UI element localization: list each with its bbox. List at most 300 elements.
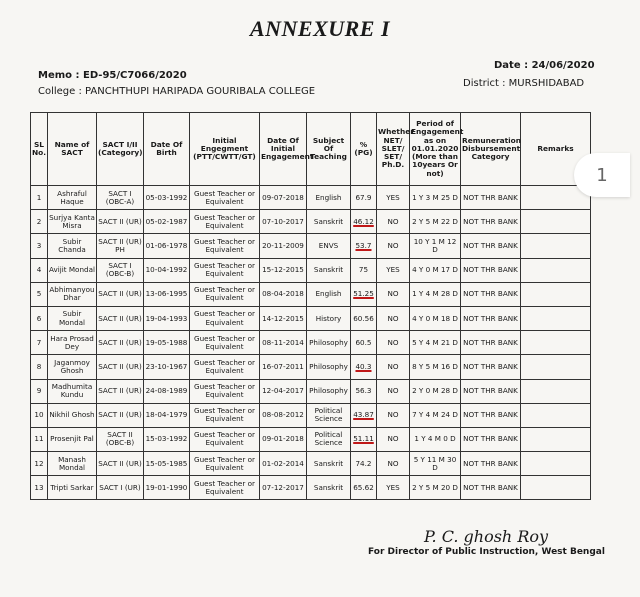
cell-name-text: Madhumita Kundu [51,382,93,400]
cell-pg-percent-text: 53.7 [355,240,372,250]
cell-net-status-text: NO [387,337,399,347]
cell-engagement-text: Guest Teacher or Equivalent [194,188,255,206]
cell-date-engagement-text: 08-11-2014 [262,337,304,347]
cell-name-text: Subir Chanda [58,236,86,254]
cell-remarks [521,403,591,427]
cell-remarks [521,476,591,500]
cell-dob [144,258,190,282]
cell-subject [307,258,351,282]
cell-pg-percent-text: 40.3 [355,361,372,371]
cell-period [410,306,461,330]
cell-subject-text: Sanskrit [313,458,344,468]
cell-date-engagement-text: 12-04-2017 [262,386,304,396]
table-row [31,379,591,403]
cell-subject [307,452,351,476]
cell-dob-text: 19-01-1990 [145,482,188,492]
column-header: Date Of Initial Engagement [260,113,307,186]
cell-category-text: SACT I (OBC-B) [105,261,135,279]
table-row [31,331,591,355]
cell-remuneration-text: NOT THR BANK [463,458,518,468]
cell-dob-text: 18-04-1979 [145,410,188,420]
cell-engagement [190,331,260,355]
cell-net-status-text: NO [387,216,399,226]
cell-date-engagement-text: 09-07-2018 [262,192,304,202]
page-badge[interactable]: 1 [574,153,630,197]
table-row [31,282,591,306]
cell-sl [31,331,48,355]
cell-name [48,258,97,282]
cell-sl-text: 3 [36,240,42,250]
cell-category-text: SACT I (OBC-A) [105,188,135,206]
cell-name [48,452,97,476]
cell-pg-percent [351,234,377,258]
cell-remarks [521,379,591,403]
cell-sl-text: 6 [36,313,42,323]
cell-name [48,355,97,379]
cell-pg-percent [351,282,377,306]
cell-sl-text: 13 [34,482,44,492]
cell-pg-percent [351,476,377,500]
cell-name [48,427,97,451]
table-row [31,476,591,500]
cell-sl-text: 7 [36,337,42,347]
cell-engagement-text: Guest Teacher or Equivalent [194,454,255,472]
cell-dob [144,476,190,500]
column-header: Whether NET/ SLET/ SET/ Ph.D. [377,113,410,186]
cell-pg-percent [351,210,377,234]
cell-remarks [521,306,591,330]
cell-engagement [190,234,260,258]
cell-engagement-text: Guest Teacher or Equivalent [194,430,255,448]
cell-subject-text: Sanskrit [313,216,344,226]
cell-subject-text: English [315,192,342,202]
cell-remuneration [461,355,521,379]
cell-pg-percent [351,379,377,403]
cell-engagement [190,403,260,427]
cell-net-status [377,306,410,330]
cell-sl-text: 8 [36,361,42,371]
cell-sl [31,427,48,451]
cell-engagement [190,379,260,403]
cell-date-engagement [260,379,307,403]
cell-engagement [190,258,260,282]
column-header: % (PG) [351,113,377,186]
cell-engagement-text: Guest Teacher or Equivalent [194,309,255,327]
cell-subject-text: Sanskrit [313,265,344,275]
cell-engagement-text: Guest Teacher or Equivalent [194,261,255,279]
cell-category-text: SACT II (UR) [98,361,142,371]
cell-sl-text: 9 [36,386,42,396]
cell-remuneration-text: NOT THR BANK [463,434,518,444]
cell-date-engagement [260,427,307,451]
cell-remarks [521,210,591,234]
cell-pg-percent [351,331,377,355]
cell-pg-percent-text: 56.3 [355,386,372,396]
cell-name [48,306,97,330]
cell-pg-percent-text: 67.9 [355,192,372,202]
column-header: Remarks [521,113,591,186]
cell-name [48,186,97,210]
cell-remarks [521,282,591,306]
cell-net-status-text: YES [386,192,400,202]
cell-dob-text: 15-05-1985 [145,458,188,468]
cell-date-engagement [260,355,307,379]
cell-pg-percent [351,427,377,451]
cell-subject [307,403,351,427]
cell-period [410,186,461,210]
cell-name [48,403,97,427]
cell-engagement-text: Guest Teacher or Equivalent [194,478,255,496]
cell-remuneration [461,331,521,355]
cell-sl-text: 4 [36,265,42,275]
cell-pg-percent-text: 51.11 [353,434,374,444]
district-name: District : MURSHIDABAD [463,78,585,89]
cell-name-text: Abhimanyou Dhar [49,285,95,303]
cell-dob [144,355,190,379]
cell-engagement [190,306,260,330]
cell-remuneration [461,306,521,330]
cell-pg-percent-text: 46.12 [353,216,374,226]
cell-subject-text: Political Science [314,406,343,424]
cell-category [97,379,144,403]
table-row [31,452,591,476]
cell-category [97,258,144,282]
cell-net-status-text: NO [387,458,399,468]
cell-engagement-text: Guest Teacher or Equivalent [194,406,255,424]
document-date: Date : 24/06/2020 [494,60,595,71]
cell-net-status [377,210,410,234]
cell-engagement [190,355,260,379]
cell-pg-percent [351,306,377,330]
cell-engagement-text: Guest Teacher or Equivalent [194,212,255,230]
cell-dob-text: 01-06-1978 [145,240,188,250]
cell-sl [31,282,48,306]
cell-subject [307,476,351,500]
cell-subject-text: ENVS [318,240,339,250]
cell-period-text: 1 Y 4 M 28 D [412,289,458,299]
cell-remuneration-text: NOT THR BANK [463,410,518,420]
cell-date-engagement [260,476,307,500]
cell-date-engagement [260,186,307,210]
table-row [31,258,591,282]
cell-net-status [377,427,410,451]
cell-name-text: Hara Prosad Dey [50,333,94,351]
cell-engagement [190,282,260,306]
cell-remuneration-text: NOT THR BANK [463,337,518,347]
cell-sl [31,306,48,330]
cell-remarks [521,452,591,476]
memo-number: Memo : ED-95/C7066/2020 [38,70,187,81]
cell-period-text: 8 Y 5 M 16 D [412,361,458,371]
cell-subject [307,282,351,306]
cell-sl [31,234,48,258]
cell-pg-percent-text: 65.62 [353,482,374,492]
cell-date-engagement [260,452,307,476]
cell-net-status-text: NO [387,361,399,371]
cell-name-text: Avijit Mondal [49,265,95,275]
cell-remuneration-text: NOT THR BANK [463,240,518,250]
cell-period [410,452,461,476]
table-header-row [31,113,591,186]
cell-name-text: Nikhil Ghosh [49,410,95,420]
cell-period-text: 2 Y 5 M 22 D [412,216,458,226]
cell-remuneration-text: NOT THR BANK [463,192,518,202]
cell-category [97,186,144,210]
cell-pg-percent [351,403,377,427]
cell-date-engagement [260,306,307,330]
cell-engagement-text: Guest Teacher or Equivalent [194,382,255,400]
cell-engagement [190,476,260,500]
cell-name [48,234,97,258]
column-header: Remuneration Disbursement Category [461,113,521,186]
cell-period-text: 5 Y 11 M 30 D [413,454,457,472]
cell-pg-percent-text: 75 [358,265,369,275]
cell-remuneration [461,427,521,451]
cell-subject-text: Political Science [314,430,343,448]
cell-remuneration-text: NOT THR BANK [463,265,518,275]
cell-period-text: 2 Y 0 M 28 D [412,386,458,396]
cell-name-text: Jaganmoy Ghosh [54,357,90,375]
cell-net-status [377,331,410,355]
cell-category [97,427,144,451]
cell-period-text: 1 Y 3 M 25 D [412,192,458,202]
cell-net-status [377,186,410,210]
cell-category [97,306,144,330]
cell-name-text: Ashraful Haque [57,188,87,206]
cell-sl-text: 12 [34,458,44,468]
table-row [31,186,591,210]
cell-name [48,210,97,234]
cell-period-text: 7 Y 4 M 24 D [412,410,458,420]
cell-net-status-text: NO [387,240,399,250]
cell-period [410,403,461,427]
cell-net-status [377,258,410,282]
cell-date-engagement [260,282,307,306]
cell-sl-text: 11 [34,434,44,444]
cell-name-text: Tripti Sarkar [50,482,94,492]
cell-subject [307,234,351,258]
page-title: ANNEXURE I [249,16,391,41]
cell-remuneration-text: NOT THR BANK [463,482,518,492]
cell-net-status [377,452,410,476]
cell-net-status-text: NO [387,434,399,444]
cell-remuneration-text: NOT THR BANK [463,386,518,396]
cell-net-status [377,355,410,379]
cell-engagement [190,452,260,476]
cell-pg-percent-text: 60.56 [353,313,374,323]
cell-remuneration [461,403,521,427]
cell-period [410,427,461,451]
cell-date-engagement [260,234,307,258]
column-header: Name of SACT [48,113,97,186]
cell-sl-text: 1 [36,192,42,202]
cell-sl-text: 5 [36,289,42,299]
cell-name-text: Prosenjit Pal [50,434,94,444]
cell-pg-percent-text: 43.87 [353,410,374,420]
cell-category-text: SACT II (OBC-B) [105,430,135,448]
cell-category [97,210,144,234]
cell-date-engagement-text: 08-04-2018 [262,289,304,299]
cell-pg-percent [351,258,377,282]
table-row [31,355,591,379]
cell-pg-percent-text: 74.2 [355,458,372,468]
column-header: Period of Engagement as on 01.01.2020 (More than 10years Or not) [410,113,461,186]
cell-remuneration [461,258,521,282]
cell-pg-percent [351,452,377,476]
cell-period-text: 4 Y 0 M 18 D [412,313,458,323]
cell-date-engagement [260,403,307,427]
cell-dob-text: 10-04-1992 [145,265,188,275]
cell-remuneration [461,186,521,210]
column-header: Initial Engegment (PTT/CWTT/GT) [190,113,260,186]
cell-dob [144,331,190,355]
cell-period-text: 4 Y 0 M 17 D [412,265,458,275]
cell-net-status-text: YES [386,265,400,275]
cell-pg-percent-text: 60.5 [355,337,372,347]
cell-net-status-text: NO [387,289,399,299]
cell-dob-text: 23-10-1967 [145,361,188,371]
cell-dob-text: 19-05-1988 [145,337,188,347]
cell-date-engagement [260,210,307,234]
cell-subject-text: English [315,289,342,299]
signature: P. C. ghosh Roy [424,527,549,546]
cell-remuneration [461,210,521,234]
column-header: Date Of Birth [144,113,190,186]
cell-category-text: SACT II (UR) [98,289,142,299]
cell-remarks [521,331,591,355]
cell-subject [307,210,351,234]
cell-net-status [377,234,410,258]
column-header: SL No. [31,113,48,186]
cell-name [48,379,97,403]
cell-pg-percent-text: 51.25 [353,289,374,299]
cell-remuneration [461,234,521,258]
cell-sl [31,210,48,234]
cell-period-text: 2 Y 5 M 20 D [412,482,458,492]
cell-period-text: 10 Y 1 M 12 D [413,236,457,254]
table-body [31,186,591,500]
cell-category-text: SACT II (UR) [98,313,142,323]
cell-dob [144,427,190,451]
cell-dob [144,452,190,476]
cell-name [48,331,97,355]
cell-dob [144,186,190,210]
cell-dob [144,210,190,234]
cell-sl-text: 2 [36,216,42,226]
cell-dob-text: 15-03-1992 [145,434,188,444]
cell-subject [307,427,351,451]
cell-period [410,355,461,379]
cell-remarks [521,234,591,258]
cell-remuneration [461,452,521,476]
cell-category-text: SACT II (UR) [98,386,142,396]
table-row [31,427,591,451]
cell-date-engagement-text: 08-08-2012 [262,410,304,420]
table-row [31,306,591,330]
cell-period-text: 5 Y 4 M 21 D [412,337,458,347]
cell-date-engagement-text: 15-12-2015 [262,265,304,275]
cell-category-text: SACT II (UR) [98,410,142,420]
cell-remarks [521,355,591,379]
cell-subject-text: Philosophy [309,386,348,396]
annexure-table [30,112,591,500]
cell-subject-text: Philosophy [309,337,348,347]
cell-date-engagement-text: 16-07-2011 [262,361,304,371]
cell-date-engagement-text: 14-12-2015 [262,313,304,323]
cell-period [410,476,461,500]
cell-date-engagement [260,331,307,355]
cell-category [97,355,144,379]
cell-name-text: Subir Mondal [58,309,86,327]
cell-date-engagement [260,258,307,282]
cell-category [97,331,144,355]
table-row [31,234,591,258]
cell-net-status [377,282,410,306]
cell-subject [307,186,351,210]
cell-remarks [521,258,591,282]
cell-name-text: Surjya Kanta Misra [49,212,95,230]
cell-net-status [377,476,410,500]
cell-engagement-text: Guest Teacher or Equivalent [194,285,255,303]
cell-name-text: Manash Mondal [58,454,86,472]
cell-period-text: 1 Y 4 M 0 D [414,434,456,444]
cell-period [410,379,461,403]
cell-engagement-text: Guest Teacher or Equivalent [194,357,255,375]
cell-dob [144,403,190,427]
cell-category-text: SACT I (UR) [99,482,141,492]
cell-pg-percent [351,355,377,379]
cell-name [48,282,97,306]
cell-subject-text: History [315,313,342,323]
cell-remuneration-text: NOT THR BANK [463,313,518,323]
cell-period [410,282,461,306]
table-row [31,210,591,234]
cell-dob [144,306,190,330]
cell-period [410,331,461,355]
cell-remuneration [461,476,521,500]
cell-subject-text: Sanskrit [313,482,344,492]
cell-sl [31,379,48,403]
cell-remarks [521,427,591,451]
cell-remuneration-text: NOT THR BANK [463,361,518,371]
table-row [31,403,591,427]
cell-category-text: SACT II (UR) [98,337,142,347]
cell-sl [31,452,48,476]
cell-dob-text: 05-03-1992 [145,192,188,202]
cell-engagement [190,186,260,210]
cell-category-text: SACT II (UR) [98,458,142,468]
cell-subject [307,355,351,379]
cell-engagement [190,427,260,451]
college-name: College : PANCHTHUPI HARIPADA GOURIBALA COLLEGE [38,86,316,97]
cell-subject [307,306,351,330]
cell-sl [31,186,48,210]
cell-net-status-text: NO [387,386,399,396]
cell-dob-text: 13-06-1995 [145,289,188,299]
cell-engagement [190,210,260,234]
column-header: SACT I/II (Category) [97,113,144,186]
cell-category-text: SACT II (UR) [98,216,142,226]
column-header: Subject Of Teaching [307,113,351,186]
cell-sl [31,476,48,500]
cell-period [410,258,461,282]
cell-engagement-text: Guest Teacher or Equivalent [194,333,255,351]
cell-category [97,403,144,427]
cell-sl-text: 10 [34,410,44,420]
cell-category [97,234,144,258]
cell-date-engagement-text: 09-01-2018 [262,434,304,444]
cell-period [410,210,461,234]
